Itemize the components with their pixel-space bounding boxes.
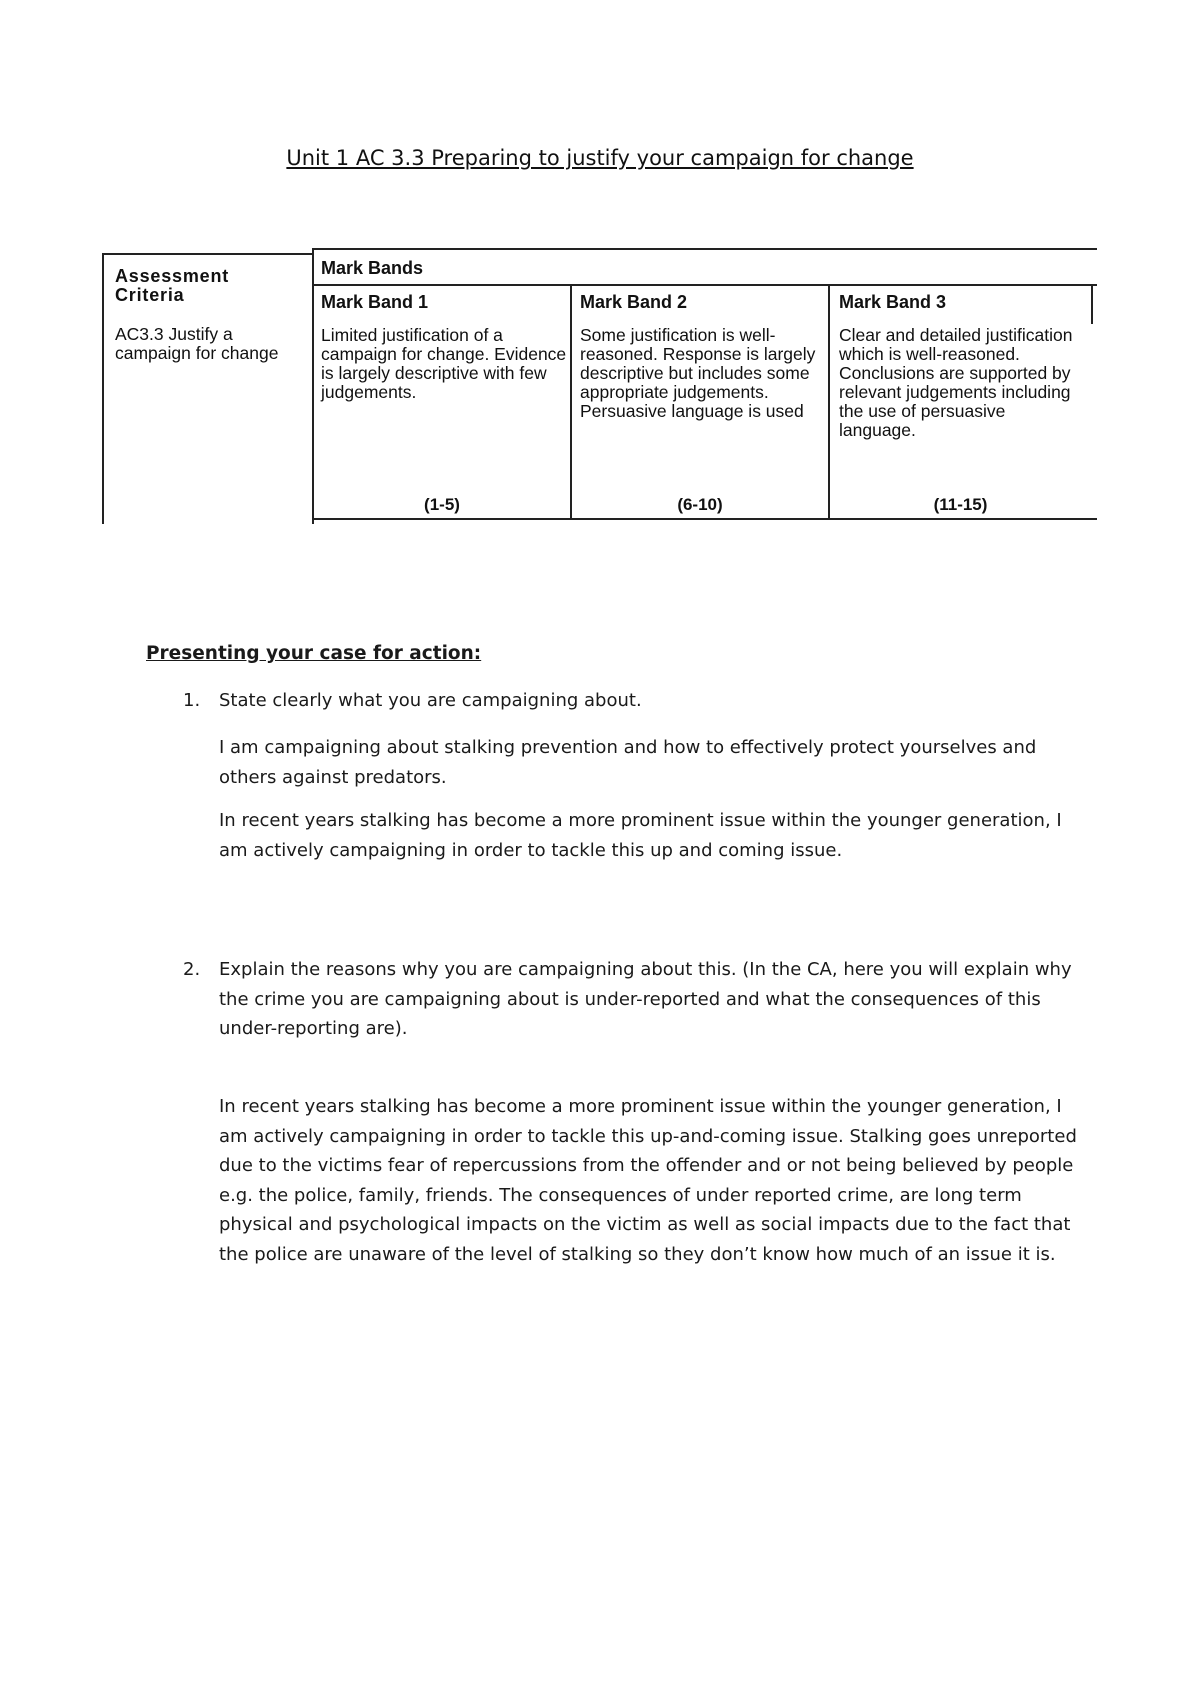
mark-band-2-description: Some justification is well-reasoned. Response is largely descriptive but includes some appropriate judgements. Persuasive language is used <box>580 325 816 421</box>
mark-band-3-description: Clear and detailed justification which is well-reasoned. Conclusions are supported by relevant judgements including the use of persuasive language. <box>839 325 1073 440</box>
mark-band-1-header: Mark Band 1 <box>321 292 429 312</box>
mark-band-2-header: Mark Band 2 <box>580 292 688 312</box>
mark-band-3-header: Mark Band 3 <box>839 292 947 312</box>
section-heading: Presenting your case for action: <box>146 643 482 664</box>
mark-scheme-table <box>102 248 1097 524</box>
question-2-number: 2. <box>183 959 201 980</box>
question-1-number: 1. <box>183 690 201 711</box>
question-1-answer-1: I am campaigning about stalking prevention and how to effectively protect yourselves and others against predators. <box>219 737 1037 788</box>
table-header-divider <box>312 284 1097 286</box>
question-2-answer-1: In recent years stalking has become a more prominent issue within the younger generation, I am actively campaigning in order to tackle this up-and-coming issue. Stalking goes unreported due to the victims fear of repercussions from the offender and or not being believed by people e.g. the police, family, friends. The consequences of under reported crime, are long term physical and psychological impacts on the victim as well as social impacts due to the fact that the police are unaware of the level of stalking so they don’t know how much of an issue it is. <box>219 1096 1077 1265</box>
table-border-top-right <box>312 248 1097 250</box>
question-1-answer-2: In recent years stalking has become a more prominent issue within the younger generation, I am actively campaigning in order to tackle this up and coming issue. <box>219 810 1062 861</box>
assessment-criteria-text: AC3.3 Justify a campaign for change <box>115 324 279 363</box>
assessment-criteria-header: Assessment Criteria <box>115 266 230 305</box>
mark-band-1-range: (1-5) <box>424 495 460 514</box>
question-1-prompt: State clearly what you are campaigning about. <box>219 690 642 711</box>
mark-band-3-range: (11-15) <box>933 495 988 514</box>
table-divider-band1 <box>570 284 572 518</box>
mark-band-2-range: (6-10) <box>677 495 723 514</box>
question-1 <box>183 686 1079 716</box>
table-border-top-left <box>102 253 312 255</box>
table-border-bottom <box>312 518 1097 520</box>
mark-bands-header: Mark Bands <box>321 258 424 278</box>
page-title: Unit 1 AC 3.3 Preparing to justify your campaign for change <box>286 146 914 170</box>
table-border-left <box>102 253 104 524</box>
table-divider-band2 <box>828 284 830 518</box>
table-divider-criteria <box>312 248 314 524</box>
table-divider-band3 <box>1091 284 1093 324</box>
mark-band-1-description: Limited justification of a campaign for change. Evidence is largely descriptive with few judgements. <box>321 325 567 402</box>
question-2 <box>183 955 1079 1044</box>
question-2-prompt: Explain the reasons why you are campaigning about this. (In the CA, here you will explain why the crime you are campaigning about is under-reported and what the consequences of this under-reporting are). <box>219 959 1072 1039</box>
